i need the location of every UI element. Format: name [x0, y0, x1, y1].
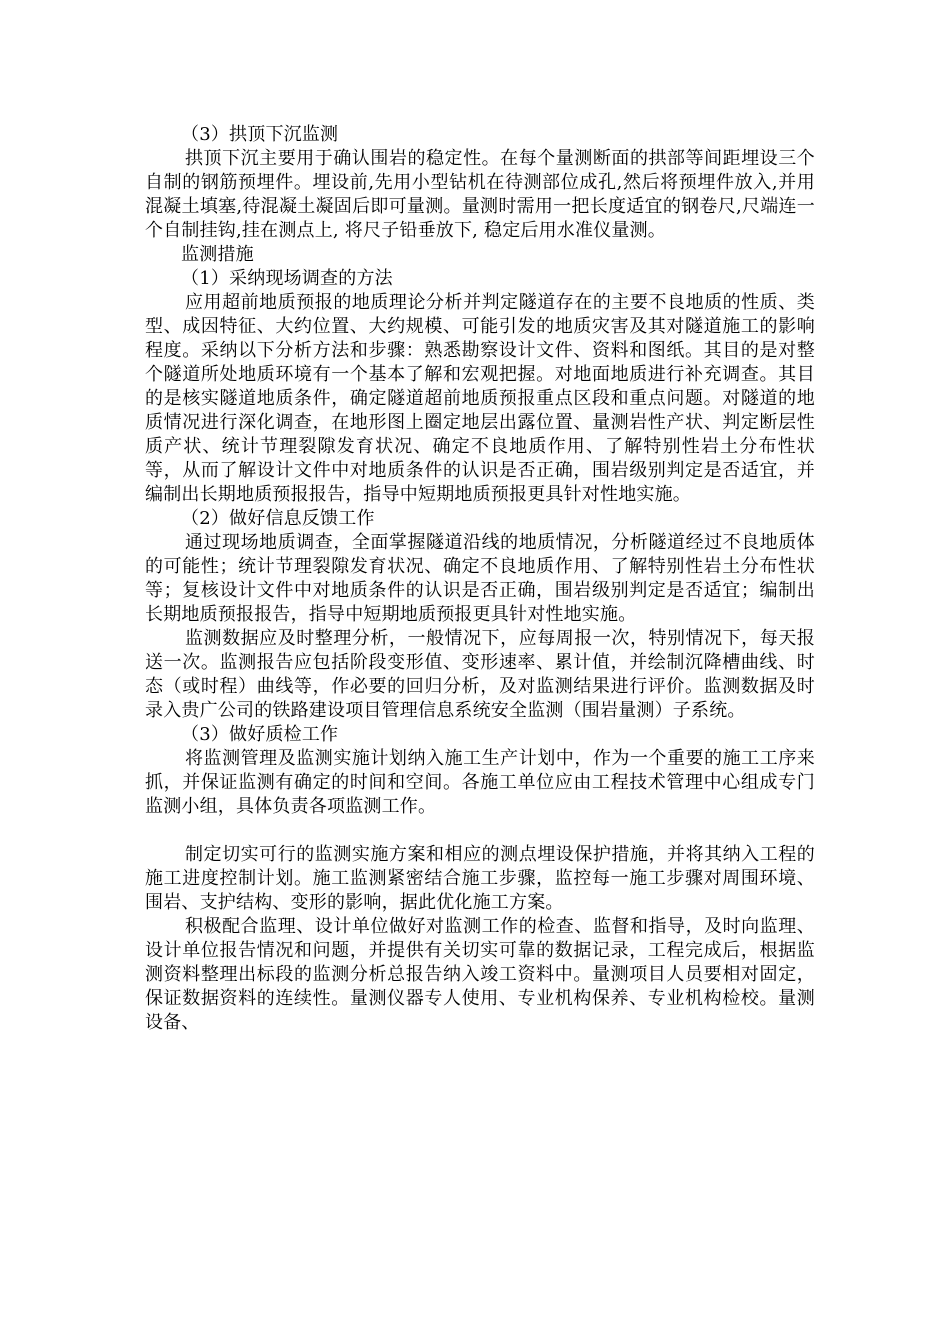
paragraph-data-reporting: 监测数据应及时整理分析，一般情况下，应每周报一次，特别情况下，每天报送一次。监测报告应包括阶段变形值、变形速率、累计值，并绘制沉降槽曲线、时态（或时程）曲线等，作必要的回归分析，及对监测结果进行评价。监测数据及时录入贵广公司的铁路建设项目管理信息系统安全监测（围岩量测）子系统。 [145, 628, 815, 721]
section-heading-field-survey: （1）采纳现场调查的方法 [181, 268, 393, 289]
paragraph-field-survey: 应用超前地质预报的地质理论分析并判定隧道存在的主要不良地质的性质、类型、成因特征、大约位置、大约规模、可能引发的地质灾害及其对隧道施工的影响程度。采纳以下分析方法和步骤：熟悉勘察设计文件、资料和图纸。其目的是对整个隧道所处地质环境有一个基本了解和宏观把握。对地面地质进行补充调查。其目的是核实隧道地质条件，确定隧道超前地质预报重点区段和重点问题。对隧道的地质情况进行深化调查，在地形图上圈定地层出露位置、量测岩性产状、判定断层性质产状、统计节理裂隙发育状况、确定不良地质作用、了解特别性岩土分布性状等，从而了解设计文件中对地质条件的认识是否正确，围岩级别判定是否适宜，并编制出长期地质预报报告，指导中短期地质预报更具针对性地实施。 [145, 292, 815, 505]
paragraph-cooperation: 积极配合监理、设计单位做好对监测工作的检查、监督和指导，及时向监理、设计单位报告情况和问题，并提供有关切实可靠的数据记录，工程完成后，根据监测资料整理出标段的监测分析总报告纳入竣工资料中。量测项目人员要相对固定，保证数据资料的连续性。量测仪器专人使用、专业机构保养、专业机构检校。量测设备、 [145, 916, 815, 1033]
section-heading-quality-check: （3）做好质检工作 [181, 724, 339, 745]
section-heading-arch-settlement: （3）拱顶下沉监测 [181, 124, 339, 145]
paragraph-implementation-plan: 制定切实可行的监测实施方案和相应的测点埋设保护措施，并将其纳入工程的施工进度控制计划。施工监测紧密结合施工步骤，监控每一施工步骤对周围环境、围岩、支护结构、变形的影响，据此优化施工方案。 [145, 844, 815, 913]
document-body [145, 123, 815, 1035]
section-heading-feedback: （2）做好信息反馈工作 [181, 508, 375, 529]
paragraph-quality-check: 将监测管理及监测实施计划纳入施工生产计划中，作为一个重要的施工工序来抓，并保证监测有确定的时间和空间。各施工单位应由工程技术管理中心组成专门监测小组，具体负责各项监测工作。 [145, 748, 815, 817]
paragraph-arch-settlement: 拱顶下沉主要用于确认围岩的稳定性。在每个量测断面的拱部等间距埋设三个自制的钢筋预埋件。埋设前,先用小型钻机在待测部位成孔,然后将预埋件放入,并用混凝土填塞,待混凝土凝固后即可量测。量测时需用一把长度适宜的钢卷尺,尺端连一个自制挂钩,挂在测点上, 将尺子铅垂放下, 稳定后用水准仪量测。 [145, 148, 815, 241]
paragraph-spacer [145, 819, 815, 843]
paragraph-feedback: 通过现场地质调查，全面掌握隧道沿线的地质情况，分析隧道经过不良地质体的可能性；统计节理裂隙发育状况、确定不良地质作用、了解特别性岩土分布性状等；复核设计文件中对地质条件的认识是否正确，围岩级别判定是否适宜；编制出长期地质预报报告，指导中短期地质预报更具针对性地实施。 [145, 532, 815, 625]
section-heading-monitoring-measures: 监测措施 [181, 244, 254, 265]
